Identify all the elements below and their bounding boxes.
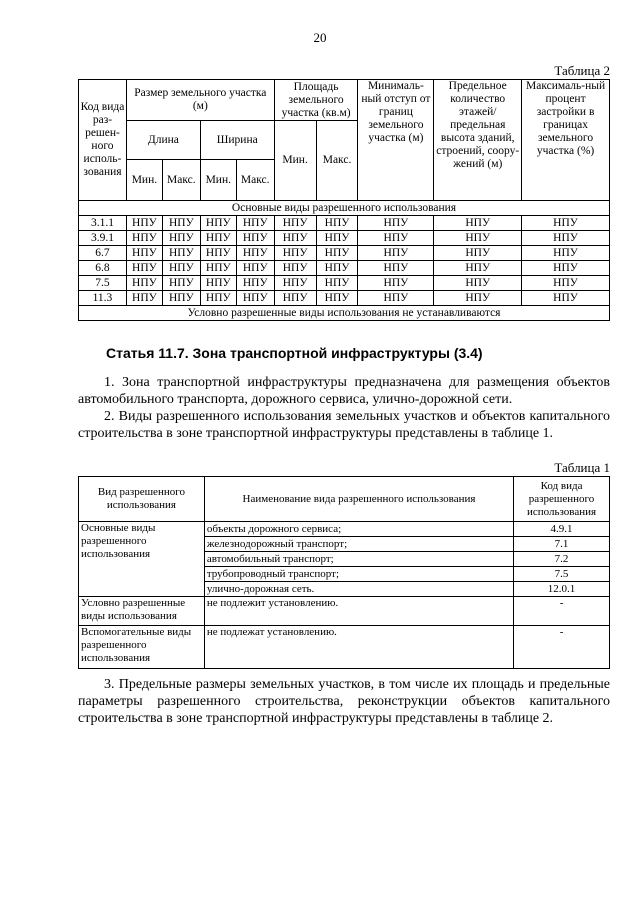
page-number: 20 [313, 30, 327, 45]
header-name: Наименование вида разрешенного использования [204, 477, 513, 522]
row-value: НПУ [274, 276, 316, 291]
header-length-max: Макс. [162, 160, 200, 201]
row-value: НПУ [274, 261, 316, 276]
row-value: НПУ [522, 276, 610, 291]
main-types-label: Основные виды разрешенного использования [79, 522, 205, 597]
table2-footer: Условно разрешенные виды использования не устанавливаются [79, 306, 610, 321]
row-value: НПУ [236, 276, 274, 291]
row-value: НПУ [434, 216, 522, 231]
table2 [78, 79, 610, 321]
table2-caption: Таблица 2 [554, 63, 610, 78]
conditional-label: Условно разрешенные виды использования [79, 597, 205, 626]
auxiliary-name: не подлежат установлению. [204, 626, 513, 669]
row-value: НПУ [358, 231, 434, 246]
table2-body [79, 216, 610, 306]
row-value: НПУ [316, 291, 358, 306]
row-value: НПУ [316, 216, 358, 231]
row-value: НПУ [236, 291, 274, 306]
row-value: НПУ [316, 261, 358, 276]
row-value: НПУ [358, 291, 434, 306]
table-row [79, 246, 610, 261]
article-heading: Статья 11.7. Зона транспортной инфраструктуры (3.4) [106, 345, 483, 361]
row-value: НПУ [126, 261, 162, 276]
row-value: НПУ [522, 261, 610, 276]
row-code: 3.1.1 [79, 216, 127, 231]
auxiliary-code: - [514, 626, 610, 669]
row-code: 11.3 [79, 291, 127, 306]
main-type-code: 4.9.1 [514, 522, 610, 537]
row-value: НПУ [434, 261, 522, 276]
header-area: Площадь земельного участка (кв.м) [274, 80, 358, 121]
row-value: НПУ [200, 231, 236, 246]
main-type-code: 7.5 [514, 567, 610, 582]
row-value: НПУ [316, 276, 358, 291]
row-value: НПУ [200, 216, 236, 231]
table-row [79, 291, 610, 306]
header-width-min: Мин. [200, 160, 236, 201]
row-value: НПУ [274, 291, 316, 306]
main-type-name: улично-дорожная сеть. [204, 582, 513, 597]
main-type-code: 7.2 [514, 552, 610, 567]
row-value: НПУ [316, 246, 358, 261]
table-row [79, 216, 610, 231]
paragraph-3: 3. Предельные размеры земельных участков, в том числе их площадь и предельные параметры разрешенного строительства, реконструкции объектов капитального строительства в зоне транспортной инфраструктуры представлены в таблице 2. [78, 677, 610, 726]
row-value: НПУ [126, 276, 162, 291]
header-plot-size: Размер земельного участка (м) [126, 80, 274, 121]
paragraph-2: 2. Виды разрешенного использования земельных участков и объектов капитального строительства в зоне транспортной инфраструктуры представлены в таблице 1. [78, 409, 610, 441]
row-value: НПУ [200, 276, 236, 291]
row-value: НПУ [126, 231, 162, 246]
row-code: 6.8 [79, 261, 127, 276]
row-value: НПУ [434, 291, 522, 306]
main-type-name: железнодорожный транспорт; [204, 537, 513, 552]
header-max-coverage: Максималь-ный процент застройки в границах земельного участка (%) [522, 80, 610, 201]
header-length-min: Мин. [126, 160, 162, 201]
main-type-name: трубопроводный транспорт; [204, 567, 513, 582]
row-value: НПУ [274, 216, 316, 231]
row-value: НПУ [200, 261, 236, 276]
row-value: НПУ [162, 216, 200, 231]
row-value: НПУ [274, 246, 316, 261]
row-value: НПУ [162, 291, 200, 306]
section-main: Основные виды разрешенного использования [79, 201, 610, 216]
paragraph-1: 1. Зона транспортной инфраструктуры предназначена для размещения объектов автомобильного транспорта, дорожного сервиса, улично-дорожной сети. [78, 375, 610, 407]
row-value: НПУ [522, 291, 610, 306]
header-width: Ширина [200, 121, 274, 160]
row-value: НПУ [434, 276, 522, 291]
row-value: НПУ [358, 216, 434, 231]
row-value: НПУ [200, 246, 236, 261]
row-code: 3.9.1 [79, 231, 127, 246]
header-code: Код вида раз-решен-ного исполь-зования [79, 80, 127, 201]
row-value: НПУ [126, 216, 162, 231]
row-value: НПУ [358, 261, 434, 276]
row-code: 7.5 [79, 276, 127, 291]
row-value: НПУ [274, 231, 316, 246]
header-area-min: Мин. [274, 121, 316, 201]
header-floors: Предельное количество этажей/ предельная высота зданий, строений, соору-жений (м) [434, 80, 522, 201]
table1-caption: Таблица 1 [554, 460, 610, 475]
table-row [79, 261, 610, 276]
row-value: НПУ [522, 246, 610, 261]
row-value: НПУ [236, 231, 274, 246]
table-row [79, 276, 610, 291]
row-value: НПУ [522, 231, 610, 246]
row-value: НПУ [434, 231, 522, 246]
row-value: НПУ [236, 246, 274, 261]
row-code: 6.7 [79, 246, 127, 261]
header-area-max: Макс. [316, 121, 358, 201]
main-type-code: 7.1 [514, 537, 610, 552]
row-value: НПУ [126, 246, 162, 261]
conditional-code: - [514, 597, 610, 626]
row-value: НПУ [316, 231, 358, 246]
header-length: Длина [126, 121, 200, 160]
table-row [79, 231, 610, 246]
conditional-name: не подлежит установлению. [204, 597, 513, 626]
row-value: НПУ [236, 216, 274, 231]
row-value: НПУ [162, 261, 200, 276]
row-value: НПУ [236, 261, 274, 276]
row-value: НПУ [162, 276, 200, 291]
row-value: НПУ [434, 246, 522, 261]
row-value: НПУ [200, 291, 236, 306]
header-type: Вид разрешенного использования [79, 477, 205, 522]
row-value: НПУ [358, 276, 434, 291]
main-type-code: 12.0.1 [514, 582, 610, 597]
main-type-name: автомобильный транспорт; [204, 552, 513, 567]
auxiliary-label: Вспомогательные виды разрешенного использования [79, 626, 205, 669]
main-type-name: объекты дорожного сервиса; [204, 522, 513, 537]
row-value: НПУ [162, 246, 200, 261]
header-width-max: Макс. [236, 160, 274, 201]
table1 [78, 476, 610, 669]
header-min-setback: Минималь-ный отступ от границ земельного участка (м) [358, 80, 434, 201]
row-value: НПУ [358, 246, 434, 261]
row-value: НПУ [162, 231, 200, 246]
header-code-t1: Код вида разрешенного использования [514, 477, 610, 522]
row-value: НПУ [522, 216, 610, 231]
row-value: НПУ [126, 291, 162, 306]
